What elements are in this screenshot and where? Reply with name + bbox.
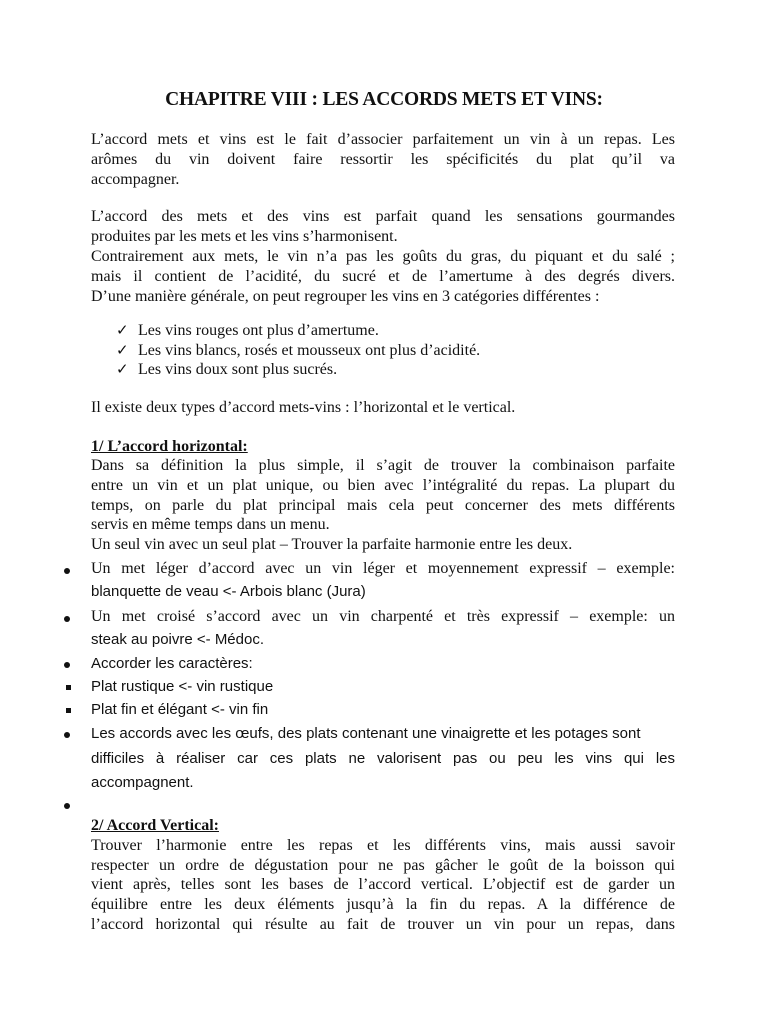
section2-line-1: Trouver l’harmonie entre les repas et les différents vins, mais aussi savoir <box>91 837 675 854</box>
bullet-6-line-3: accompagnent. <box>91 774 194 791</box>
para2-line-4: mais il contient de l’acidité, du sucré et de l’amertume à des degrés divers. <box>91 268 675 285</box>
section1-line-5: Un seul vin avec un seul plat – Trouver la parfaite harmonie entre les deux. <box>91 536 573 553</box>
intro-line-3: accompagner. <box>91 171 180 188</box>
checkmark-icon: ✓ <box>116 343 129 359</box>
para2-line-3: Contrairement aux mets, le vin n’a pas les goûts du gras, du piquant et du salé ; <box>91 248 675 265</box>
para2-line-5: D’une manière générale, on peut regrouper les vins en 3 catégories différentes : <box>91 288 600 305</box>
bullet-2-line-2: steak au poivre <- Médoc. <box>91 631 265 648</box>
bullet-icon <box>64 662 70 668</box>
section2-line-4: équilibre entre les deux éléments jusqu’à la fin du repas. A la différence de <box>91 896 675 913</box>
category-item: Les vins rouges ont plus d’amertume. <box>138 322 379 339</box>
category-item: Les vins doux sont plus sucrés. <box>138 361 338 378</box>
section2-heading: 2/ Accord Vertical: <box>91 817 219 834</box>
bullet-4: Plat rustique <- vin rustique <box>91 678 274 695</box>
chapter-title: CHAPITRE VIII : LES ACCORDS METS ET VINS: <box>165 89 603 110</box>
section1-heading: 1/ L’accord horizontal: <box>91 438 248 455</box>
bullet-3: Accorder les caractères: <box>91 655 253 672</box>
section1-line-3: temps, on parle du plat principal mais cela peut concerner des mets différents <box>91 497 675 514</box>
empty-bullet-icon <box>64 803 70 809</box>
section1-line-4: servis en même temps dans un menu. <box>91 516 330 533</box>
bullet-1-line-1: Un met léger d’accord avec un vin léger et moyennement expressif – exemple: <box>91 560 675 577</box>
intro-line-2: arômes du vin doivent faire ressortir les spécificités du plat qu’il va <box>91 151 675 168</box>
bullet-icon <box>64 568 70 574</box>
checkmark-icon: ✓ <box>116 362 129 378</box>
bullet-1-line-2: blanquette de veau <- Arbois blanc (Jura) <box>91 583 366 600</box>
section2-line-3: vient après, telles sont les bases de l’accord vertical. L’objectif est de garder un <box>91 876 675 893</box>
square-bullet-icon <box>66 708 71 713</box>
section1-line-1: Dans sa définition la plus simple, il s’agit de trouver la combinaison parfaite <box>91 457 675 474</box>
bullet-5: Plat fin et élégant <- vin fin <box>91 701 269 718</box>
section2-line-2: respecter un ordre de dégustation pour ne pas gâcher le goût de la boisson qui <box>91 857 675 874</box>
para2-line-2: produites par les mets et les vins s’harmonisent. <box>91 228 398 245</box>
bullet-icon <box>64 732 70 738</box>
bullet-icon <box>64 616 70 622</box>
section1-line-2: entre un vin et un plat unique, ou bien avec l’intégralité du repas. La plupart du <box>91 477 675 494</box>
bullet-2-line-1: Un met croisé s’accord avec un vin charpenté et très expressif – exemple: un <box>91 608 675 625</box>
para2-line-1: L’accord des mets et des vins est parfait quand les sensations gourmandes <box>91 208 675 225</box>
square-bullet-icon <box>66 685 71 690</box>
intro-line-1: L’accord mets et vins est le fait d’associer parfaitement un vin à un repas. Les <box>91 131 675 148</box>
category-item: Les vins blancs, rosés et mousseux ont plus d’acidité. <box>138 342 481 359</box>
types-line: Il existe deux types d’accord mets-vins : l’horizontal et le vertical. <box>91 399 516 416</box>
section2-line-5: l’accord horizontal qui résulte au fait de trouver un vin pour un repas, dans <box>91 916 675 933</box>
checkmark-icon: ✓ <box>116 323 129 339</box>
bullet-6-line-1: Les accords avec les œufs, des plats contenant une vinaigrette et les potages sont <box>91 725 641 742</box>
bullet-6-line-2: difficiles à réaliser car ces plats ne valorisent pas ou peu les vins qui les <box>91 750 675 767</box>
